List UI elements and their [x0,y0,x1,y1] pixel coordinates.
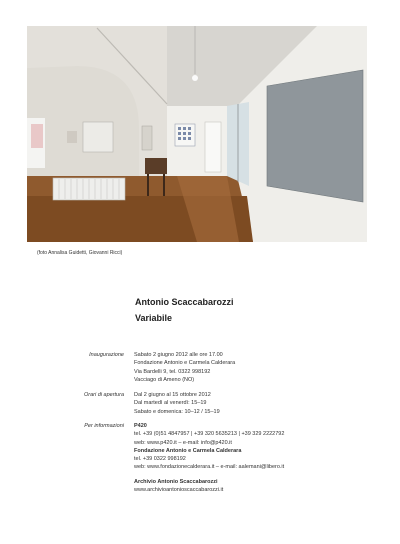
archivio-web: www.archivioantonioscaccabarozzi.it [134,487,224,494]
p420-phone: tel. +39 (0)51 4847957 | +39 320 5635213 | +39 329 2222792 [134,431,285,438]
artist-name: Antonio Scaccabarozzi [135,297,234,307]
fondazione-name: Fondazione Antonio e Carmela Calderara [134,447,242,454]
p420-web: web: www.p420.it – e-mail: info@p420.it [134,439,232,446]
exhibition-title: Variabile [135,313,173,323]
orari-label: Orari di apertura [83,392,124,398]
orari-line: Dal martedì al venerdì: 15–19 [134,400,207,407]
inaugurazione-line: Vacciago di Ameno (NO) [134,376,195,383]
informazioni-label: Per informazioni [84,423,124,429]
inaugurazione-line: Via Bardelli 9, tel. 0322 998192 [134,368,211,375]
gallery-photo [27,26,367,242]
inaugurazione-line: Fondazione Antonio e Carmela Calderara [134,360,236,367]
orari-details [134,391,374,416]
informazioni-details [134,422,374,494]
orari-line: Sabato e domenica: 10–12 / 15–19 [134,408,220,415]
fondazione-web: web: www.fondazionecalderara.it – e-mail: aalemani@libero.it [134,464,285,471]
fondazione-phone: tel. +39 0322 998192 [134,456,186,463]
photo-credit: (foto Annalisa Guidetti, Giovanni Ricci) [37,250,123,256]
orari-line: Dal 2 giugno al 15 ottobre 2012 [134,392,211,398]
archivio-name: Archivio Antonio Scaccabarozzi [134,478,218,485]
inaugurazione-details [134,351,374,384]
p420-name: P420 [134,423,147,429]
inaugurazione-label: Inaugurazione [89,352,124,358]
inaugurazione-line: Sabato 2 giugno 2012 alle ore 17.00 [134,352,223,358]
